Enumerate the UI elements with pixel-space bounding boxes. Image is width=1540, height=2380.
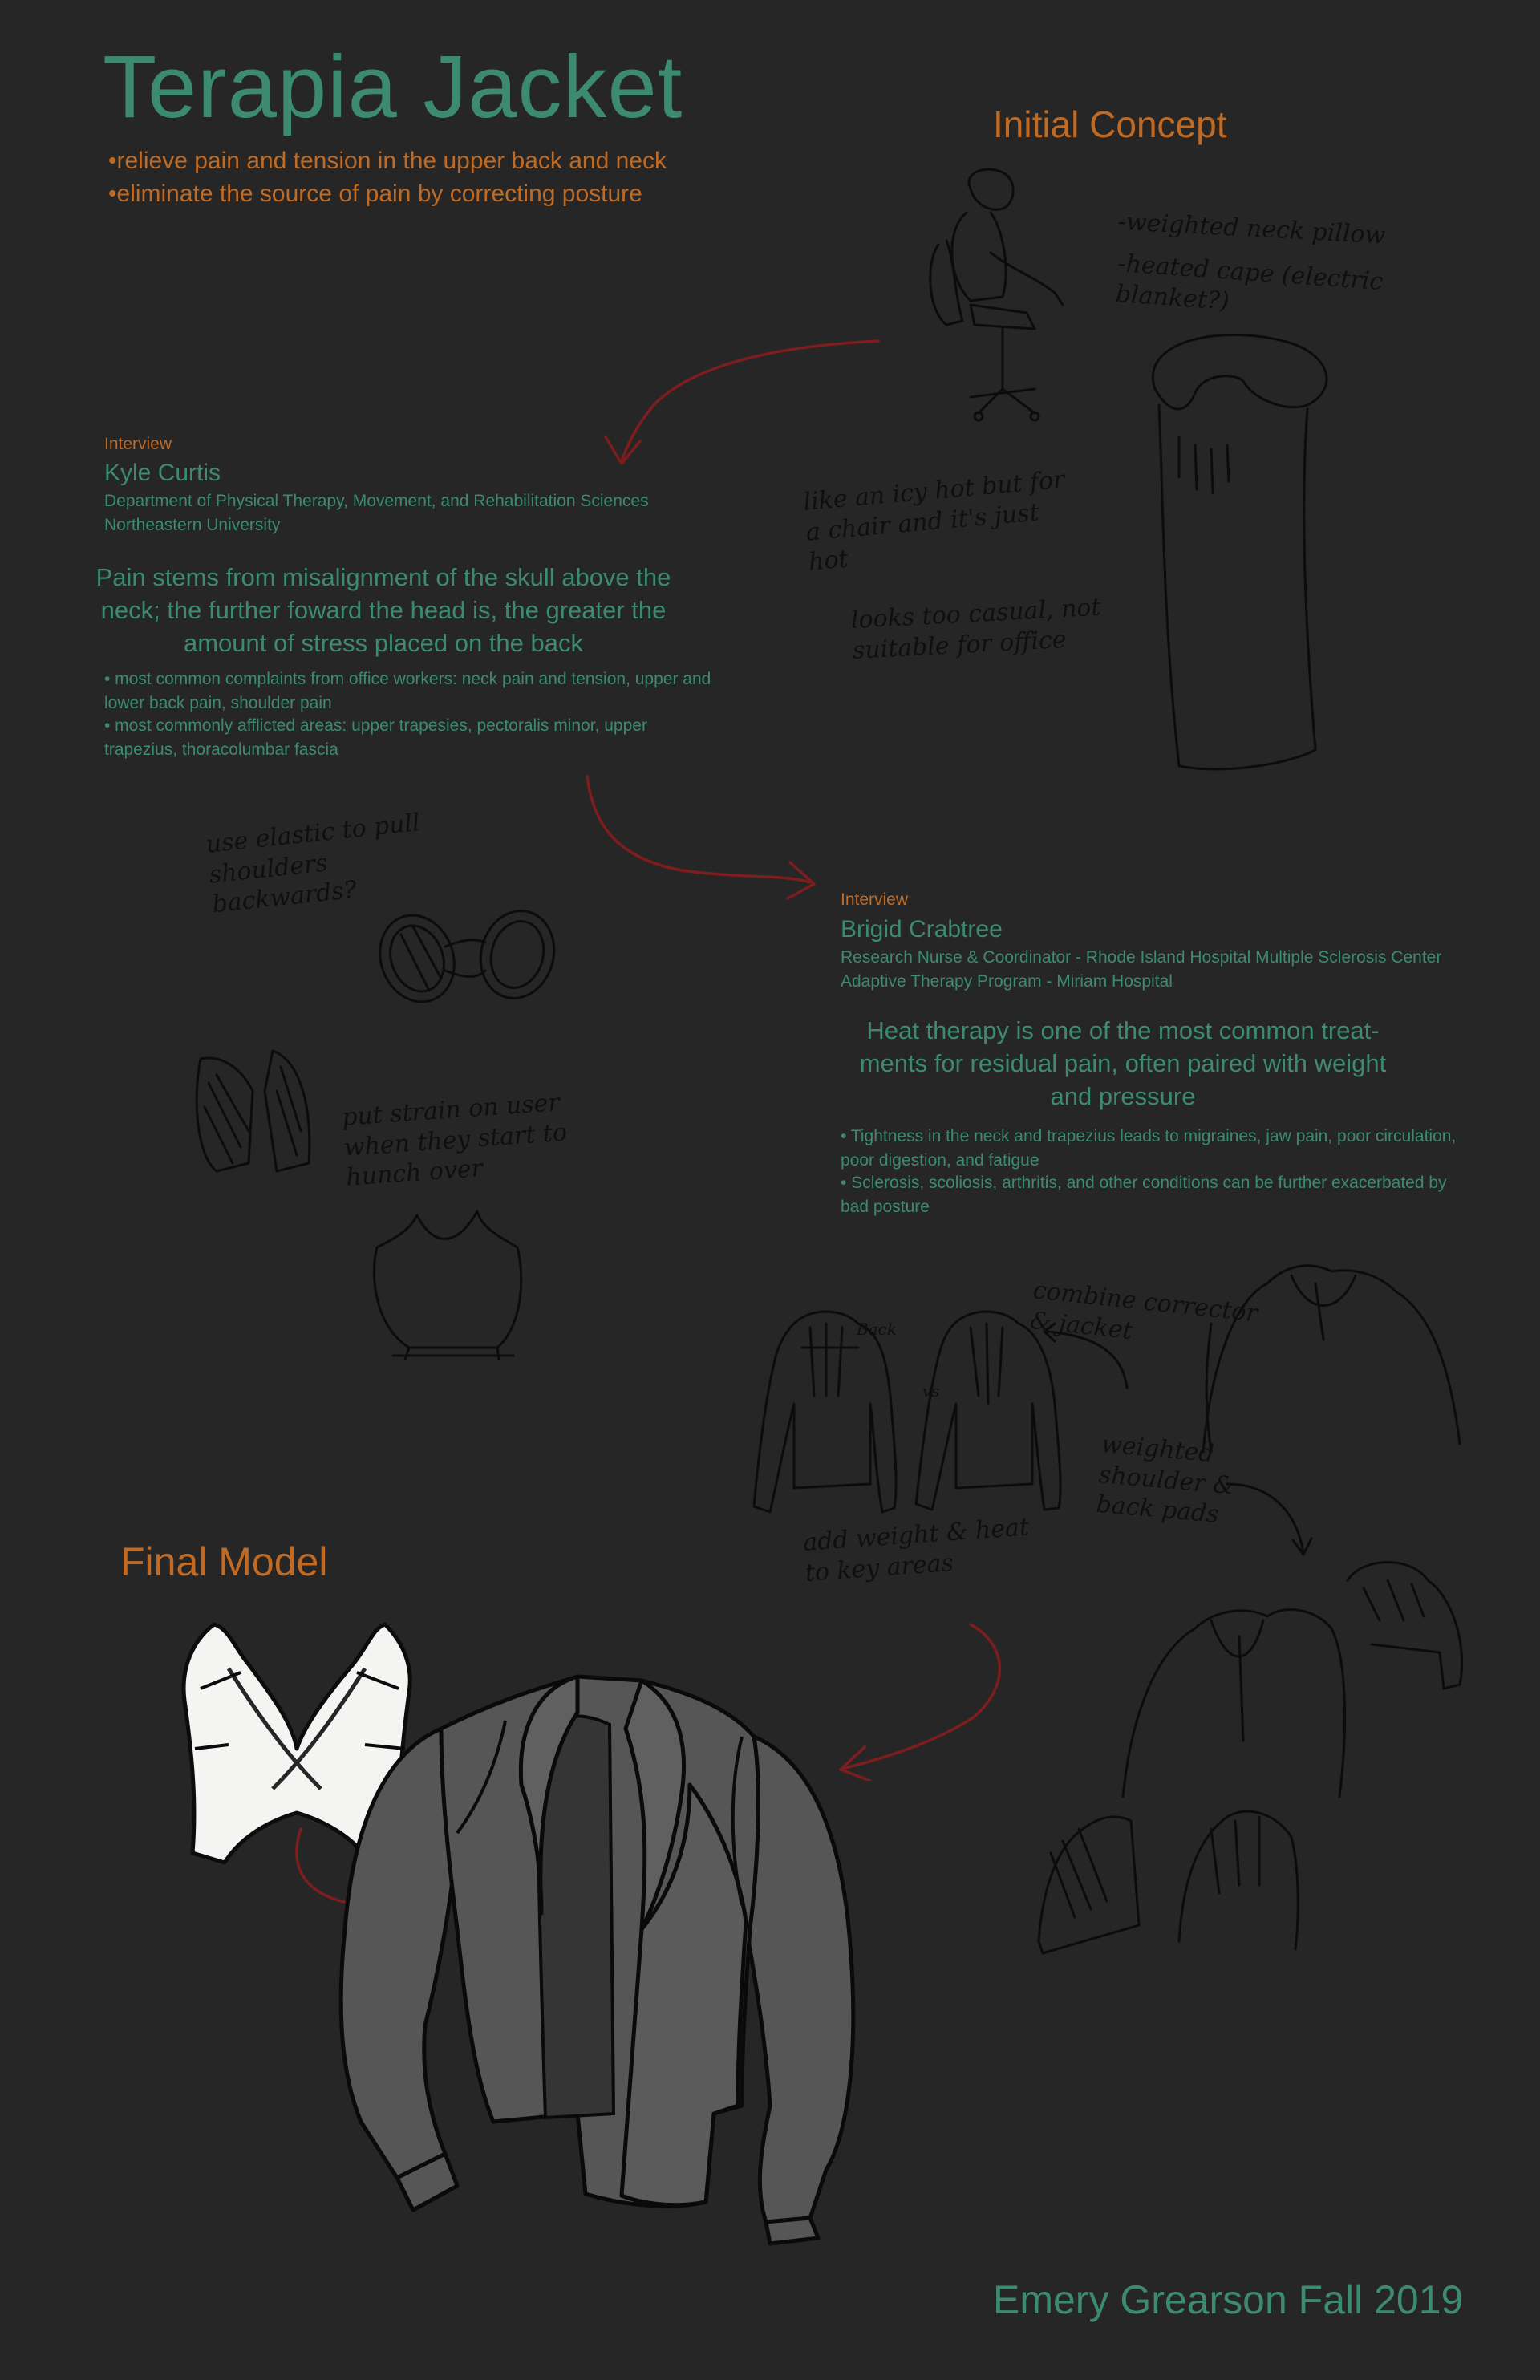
page-title: Terapia Jacket xyxy=(103,38,683,136)
initial-concept-heading: Initial Concept xyxy=(993,103,1227,145)
arrow-to-interview-1 xyxy=(586,329,890,473)
jacket-comparison-sketch xyxy=(738,1299,1067,1524)
jacket-final-sketch xyxy=(1027,1781,1307,1965)
author-credit: Emery Grearson Fall 2019 xyxy=(993,2277,1464,2322)
interview-2-affiliation: Adaptive Therapy Program - Miriam Hospital xyxy=(841,972,1173,991)
arrow-icon xyxy=(1035,1316,1147,1396)
combine-note: combine corrector & jacket xyxy=(1028,1275,1259,1345)
interview-2-affiliation: Research Nurse & Coordinator - Rhode Island Hospital Multiple Sclerosis Center xyxy=(841,948,1442,967)
posture-vest-sketch xyxy=(184,1035,329,1187)
interview-2-name: Brigid Crabtree xyxy=(841,916,1003,943)
interview-2-quote: Heat therapy is one of the most common treat- ments for residual pain, often paired with weight and pressure xyxy=(859,1016,1387,1110)
interview-1-name: Kyle Curtis xyxy=(104,460,221,486)
interview-1-affiliation: Department of Physical Therapy, Movement, and Rehabilitation Sciences xyxy=(104,492,649,510)
goal-item: •eliminate the source of pain by correcting posture xyxy=(108,180,642,207)
posture-rings-sketch xyxy=(365,902,573,1023)
posture-collar-sketch xyxy=(361,1199,537,1368)
back-label: Back xyxy=(857,1320,897,1339)
jacket-shoulder-sketch xyxy=(1195,1243,1468,1460)
too-casual-note: looks too casual, not suitable for office xyxy=(850,593,1102,665)
neck-pillow-note: -weighted neck pillow xyxy=(1117,207,1387,250)
weighted-pads-note: weighted shoulder & back pads xyxy=(1095,1429,1236,1529)
final-jacket-model xyxy=(337,1624,890,2246)
interview-1-bullet: • most common complaints from office workers: neck pain and tension, upper and lower back pain, shoulder pain xyxy=(104,670,711,713)
interview-1-quote: Pain stems from misalignment of the skull above the neck; the further foward the head is, the greater the amount of stress placed on the back xyxy=(95,563,671,657)
interview-1-label: Interview xyxy=(104,435,172,453)
jacket-pads-sketch xyxy=(1107,1540,1476,1813)
vs-label: vs xyxy=(922,1381,940,1401)
interview-2-bullet: • Tightness in the neck and trapezius leads to migraines, jaw pain, poor circulation, poor digestion, and fatigue xyxy=(841,1127,1457,1170)
strain-note: put strain on user when they start to hunch over xyxy=(341,1089,569,1192)
arrow-to-interview-2 xyxy=(578,770,826,914)
add-weight-note: add weight & heat to key areas xyxy=(802,1513,1031,1587)
interview-1-affiliation: Northeastern University xyxy=(104,516,281,534)
interview-2-label: Interview xyxy=(841,890,909,909)
heated-cape-note: -heated cape (electric blanket?) xyxy=(1114,249,1384,316)
interview-2-bullet: • Sclerosis, scoliosis, arthritis, and other conditions can be further exacerbated by bad posture xyxy=(841,1174,1447,1217)
elastic-note: use elastic to pull shoulders backwards? xyxy=(205,808,422,919)
final-model-heading: Final Model xyxy=(120,1539,328,1584)
interview-1-bullet: • most commonly afflicted areas: upper trapesies, pectoralis minor, upper trapezius, thoracolumbar fascia xyxy=(104,716,647,760)
office-chair-sketch xyxy=(914,156,1091,437)
goal-item: •relieve pain and tension in the upper back and neck xyxy=(108,148,667,174)
icy-hot-note: like an icy hot but for a chair and it's just hot xyxy=(802,465,1066,577)
neck-pillow-cape-sketch xyxy=(1123,317,1348,782)
